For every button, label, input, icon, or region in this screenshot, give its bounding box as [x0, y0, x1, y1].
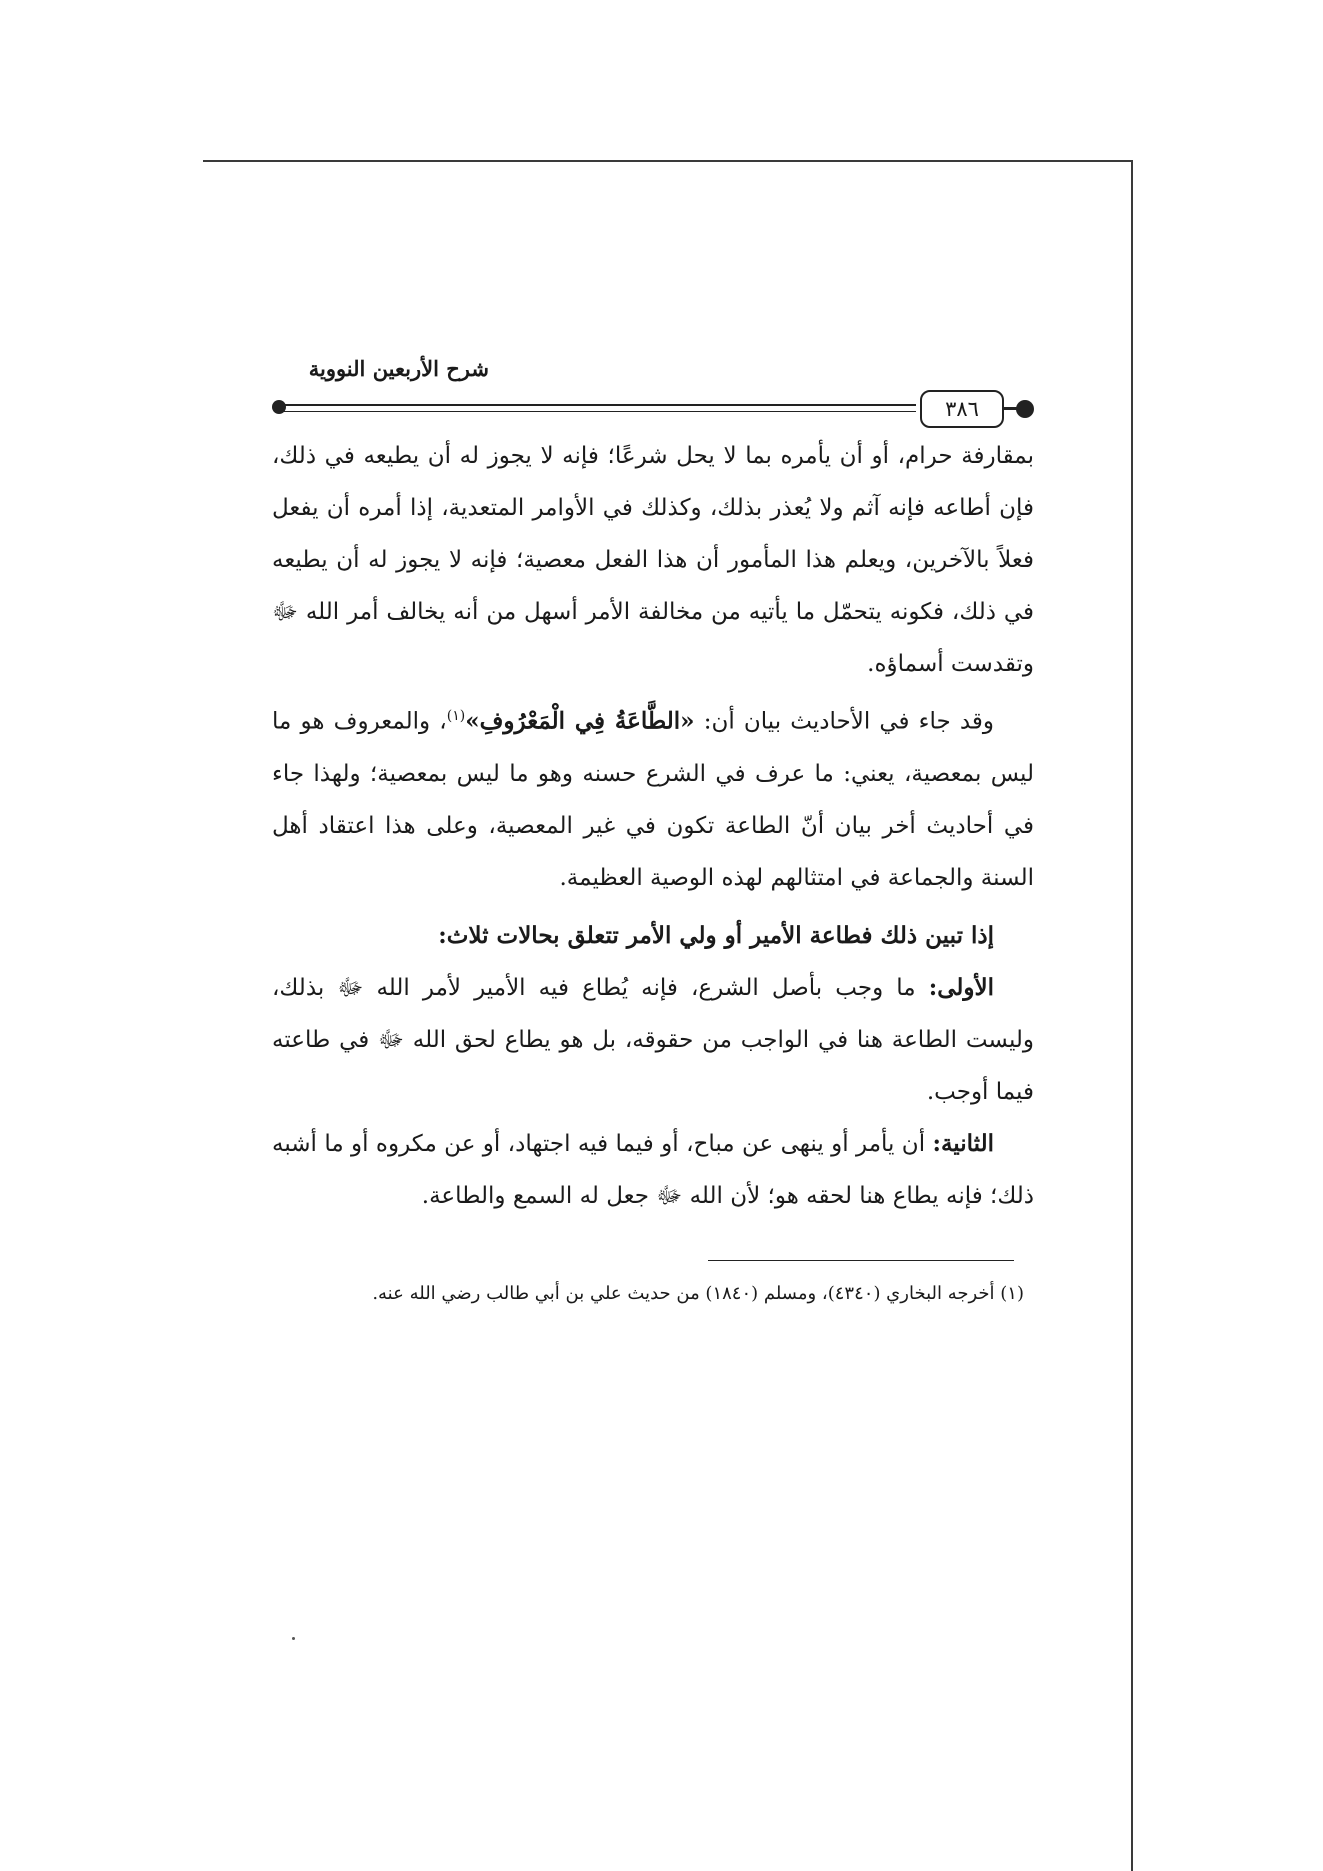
- ornament-end-dot-icon: [272, 400, 286, 414]
- first-case-text: ما وجب بأصل الشرع، فإنه يُطاع فيه الأمير لأمر الله ﷻ بذلك، وليست الطاعة هنا في الواجب من حقوقه، بل هو يطاع لحق الله ﷻ في طاعته فيما أوجب.: [272, 974, 1034, 1105]
- paragraph-2-rest: ، والمعروف هو ما ليس بمعصية، يعني: ما عرف في الشرع حسنه وهو ما ليس بمعصية؛ ولهذا جاء في أحاديث أخر بيان أنّ الطاعة تكون في غير المعصية، وعلى هذا اعتقاد أهل السنة والجماعة في امتثالهم لهذه الوصية العظيمة.: [272, 708, 1034, 891]
- header-rule: [282, 404, 916, 412]
- page-number-frame: [920, 390, 1004, 428]
- paragraph-2-lead: وقد جاء في الأحاديث بيان أن:: [694, 708, 995, 735]
- paragraph-2: [272, 690, 1034, 904]
- paragraph-3: [272, 962, 1034, 1118]
- hadith-quote: «الطَّاعَةُ فِي الْمَعْرُوفِ»: [465, 707, 695, 735]
- footnote-divider: [708, 1260, 1014, 1261]
- ornament-dot-icon: [1016, 400, 1034, 418]
- scan-speck: [292, 1637, 295, 1640]
- second-case-text: أن يأمر أو ينهى عن مباح، أو فيما فيه اجتهاد، أو عن مكروه أو ما أشبه ذلك؛ فإنه يطاع هنا لحقه هو؛ لأن الله ﷻ جعل له السمع والطاعة.: [272, 1130, 1034, 1209]
- page-header: [272, 350, 1034, 430]
- page-number: ٣٨٦: [945, 397, 979, 421]
- scan-right-border: [1131, 160, 1133, 1871]
- body-text: [272, 430, 1034, 1222]
- ornament-connector: [1002, 407, 1018, 410]
- section-heading: إذا تبين ذلك فطاعة الأمير أو ولي الأمر تتعلق بحالات ثلاث:: [438, 921, 994, 949]
- paragraph-4: [272, 1118, 1034, 1222]
- first-case-label: الأولى:: [928, 973, 994, 1001]
- paragraph-1: بمقارفة حرام، أو أن يأمره بما لا يحل شرعًا؛ فإنه لا يجوز له أن يطيعه في ذلك، فإن أطاعه فإنه آثم ولا يُعذر بذلك، وكذلك في الأوامر المتعدية، إذا أمره أن يفعل فعلاً بالآخرين، ويعلم هذا المأمور أن هذا الفعل معصية؛ فإنه لا يجوز له أن يطيعه في ذلك، فكونه يتحمّل ما يأتيه من مخالفة الأمر أسهل من أنه يخالف أمر الله ﷻ وتقدست أسماؤه.: [272, 443, 1034, 677]
- second-case-label: الثانية:: [932, 1129, 994, 1157]
- scan-top-border: [203, 160, 1133, 162]
- footnote-1: (١) أخرجه البخاري (٤٣٤٠)، ومسلم (١٨٤٠) من حديث علي بن أبي طالب رضي الله عنه.: [372, 1282, 1024, 1304]
- footnote-marker[interactable]: (١): [446, 708, 466, 724]
- book-page: [272, 350, 1034, 1309]
- running-title: شرح الأربعين النووية: [308, 356, 489, 381]
